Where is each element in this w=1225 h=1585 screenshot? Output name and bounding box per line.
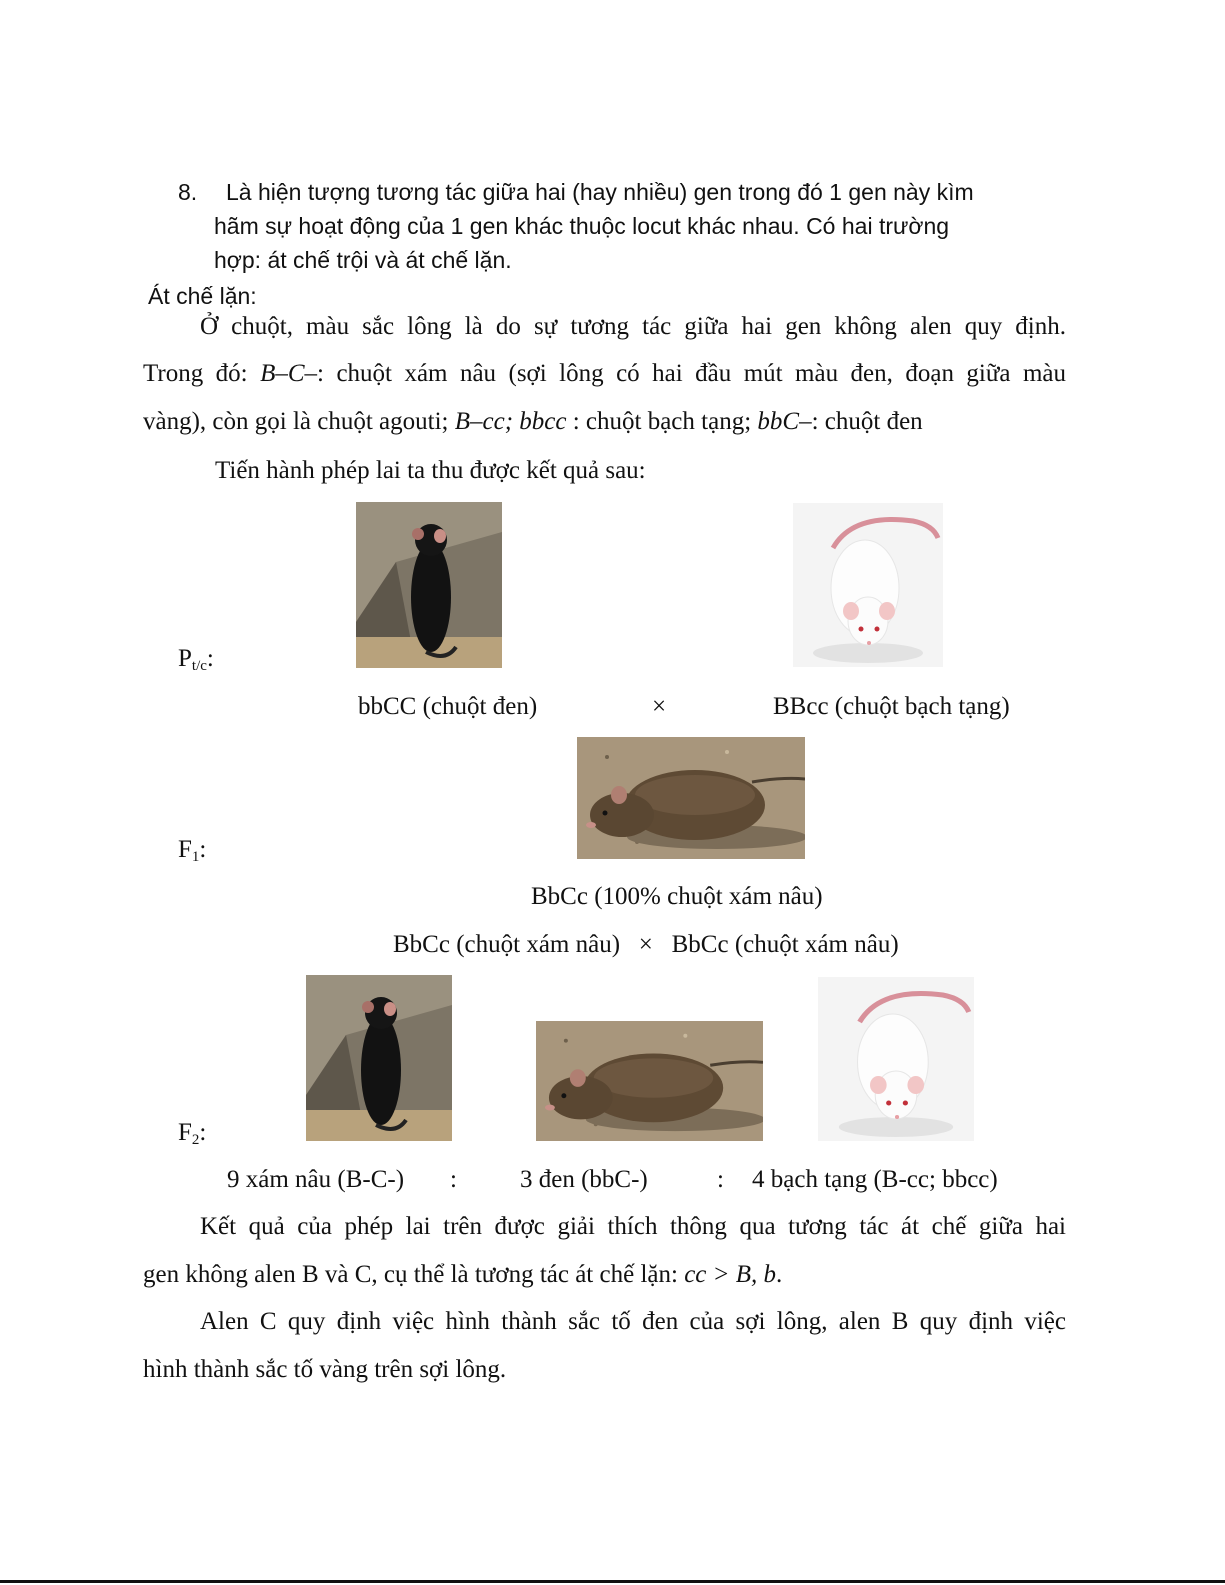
black-mouse-photo-f2 (306, 975, 452, 1141)
white-mouse-photo-f2 (818, 977, 974, 1141)
black-mouse-photo (356, 502, 502, 668)
explain-1-line-2: gen không alen B và C, cụ thể là tương tác át chế lặn: cc > B, b. (143, 1261, 783, 1288)
p-generation-label: $P_{t/c}$: (178, 645, 214, 674)
item-8-number: 8. (178, 179, 198, 205)
f2-ratio-2: 3 đen (bbC-) (520, 1166, 648, 1193)
p-cross-symbol: × (652, 693, 667, 720)
intro-line-2: Trong đó: B–C–: chuột xám nâu (sợi lông có hai đầu mút màu đen, đoạn giữa màu (143, 360, 1066, 387)
item-8-line-1: Là hiện tượng tương tác giữa hai (hay nhiều) gen trong đó 1 gen này kìm (226, 179, 974, 205)
f2-ratio-3: 4 bạch tạng (B-cc; bbcc) (752, 1166, 998, 1193)
intro-line-1: Ở chuột, màu sắc lông là do sự tương tác giữa hai gen không alen quy định. (200, 313, 1066, 340)
f2-generation-label: $F_2$: (178, 1119, 207, 1148)
explain-1-line-1: Kết quả của phép lai trên được giải thích thông qua tương tác át chế giữa hai (200, 1213, 1066, 1240)
page-bottom-rule (0, 1580, 1225, 1583)
f1-result: BbCc (100% chuột xám nâu) (531, 883, 823, 910)
item-8-line-2: hãm sự hoạt động của 1 gen khác thuộc locut khác nhau. Có hai trường (214, 213, 950, 239)
f2-separator-1: : (450, 1166, 457, 1193)
brown-mouse-photo (577, 737, 805, 859)
explain-2-line-1: Alen C quy định việc hình thành sắc tố đen của sợi lông, alen B quy định việc (200, 1308, 1066, 1335)
section-heading: Át chế lặn: (148, 283, 257, 309)
f1-cross: BbCc (chuột xám nâu) × BbCc (chuột xám nâu) (393, 931, 899, 958)
cross-intro: Tiến hành phép lai ta thu được kết quả sau: (215, 457, 646, 484)
item-8-line-3: hợp: át chế trội và át chế lặn. (214, 247, 512, 273)
brown-mouse-photo-f2 (536, 1021, 763, 1141)
f2-separator-2: : (717, 1166, 724, 1193)
f2-ratio-1: 9 xám nâu (B-C-) (227, 1166, 405, 1193)
explain-2-line-2: hình thành sắc tố vàng trên sợi lông. (143, 1356, 507, 1383)
p-left-genotype: bbCC (chuột đen) (358, 693, 538, 720)
p-right-genotype: BBcc (chuột bạch tạng) (773, 693, 1010, 720)
white-mouse-photo (793, 503, 943, 667)
f1-generation-label: $F_1$: (178, 836, 207, 865)
intro-line-3: vàng), còn gọi là chuột agouti; B–cc; bbcc : chuột bạch tạng; bbC–: chuột đen (143, 408, 923, 435)
